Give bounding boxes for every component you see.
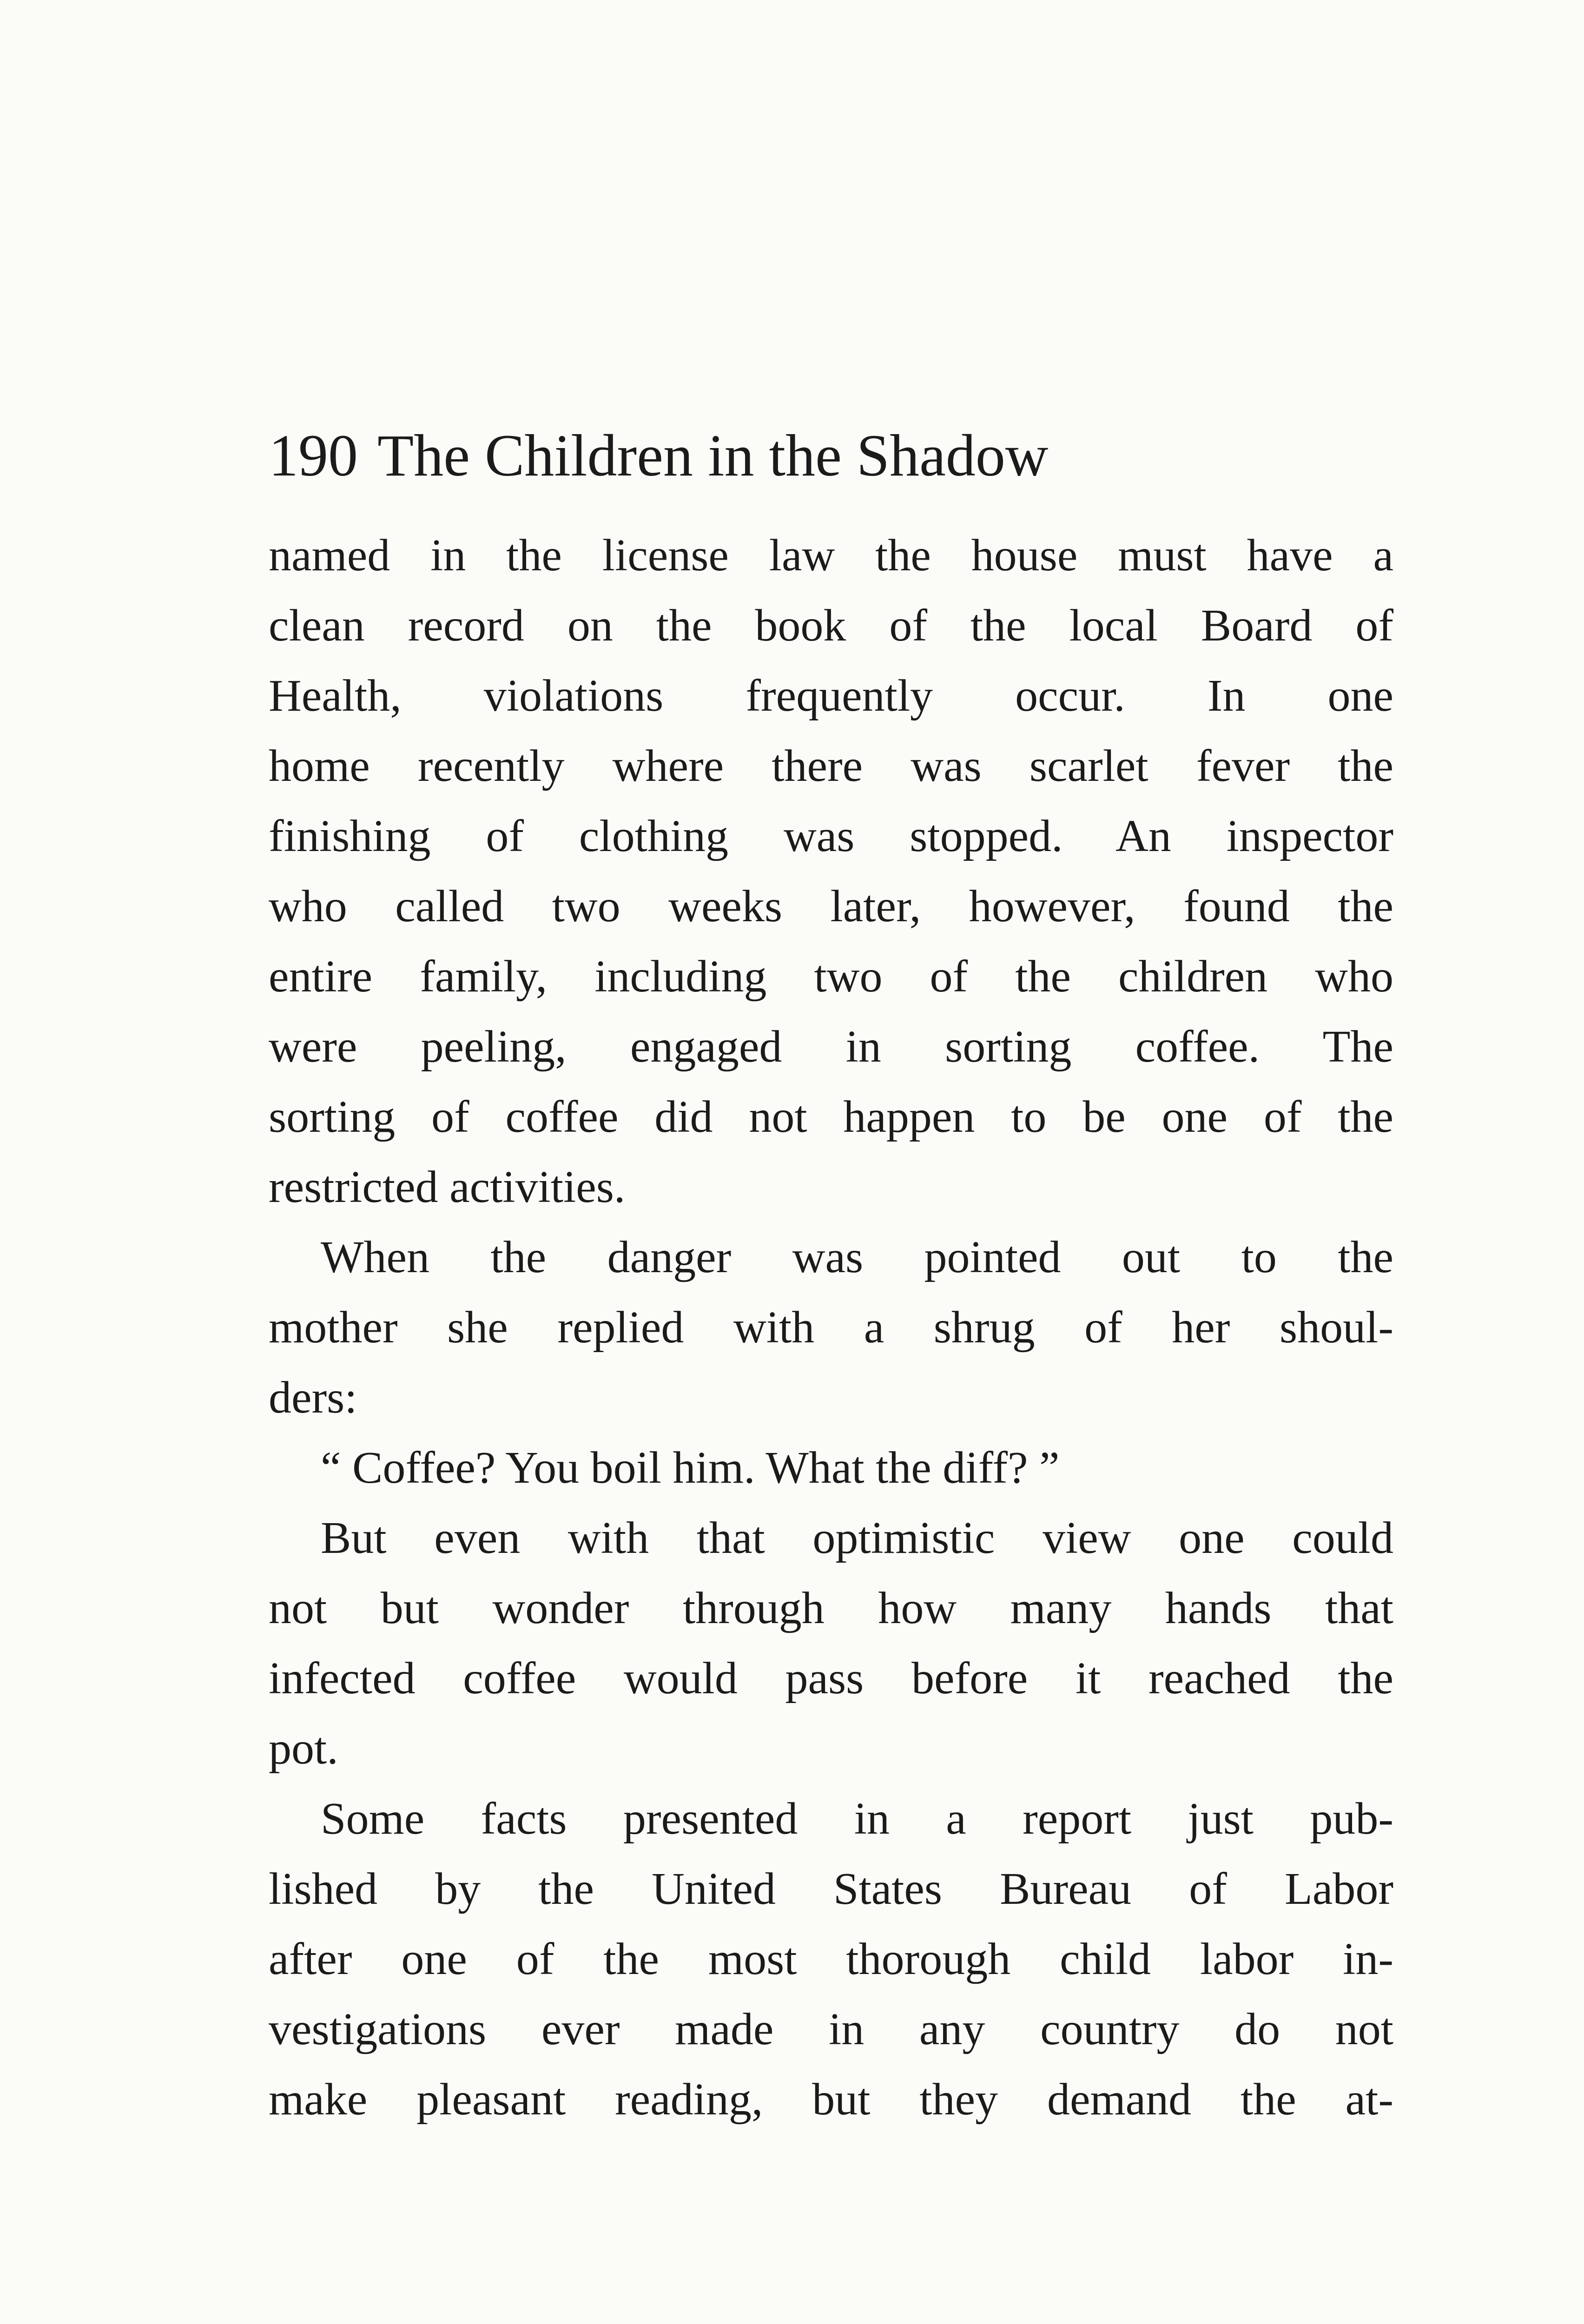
running-title: The Children in the Shadow bbox=[377, 423, 1049, 489]
text-line: after one of the most thorough child labor in- bbox=[269, 1934, 1393, 1984]
text-line: “ Coffee? You boil him. What the diff? ” bbox=[321, 1443, 1060, 1493]
body-text bbox=[269, 521, 1393, 2135]
text-line: entire family, including two of the children who bbox=[269, 951, 1393, 1002]
text-line: sorting of coffee did not happen to be one of the bbox=[269, 1092, 1393, 1142]
text-line: make pleasant reading, but they demand the at- bbox=[269, 2074, 1393, 2125]
text-line: home recently where there was scarlet fever the bbox=[269, 741, 1393, 791]
text-line: restricted activities. bbox=[269, 1162, 626, 1212]
text-line: Some facts presented in a report just pub- bbox=[321, 1794, 1393, 1844]
text-line: were peeling, engaged in sorting coffee. The bbox=[269, 1022, 1393, 1072]
text-line: When the danger was pointed out to the bbox=[321, 1232, 1393, 1282]
text-line: pot. bbox=[269, 1723, 338, 1774]
running-header bbox=[269, 409, 1393, 502]
text-line: Health, violations frequently occur. In one bbox=[269, 671, 1393, 721]
page-number: 190 bbox=[269, 423, 358, 489]
text-line: But even with that optimistic view one could bbox=[321, 1513, 1393, 1563]
text-line: lished by the United States Bureau of Labor bbox=[269, 1864, 1393, 1914]
text-line: finishing of clothing was stopped. An inspector bbox=[269, 811, 1393, 861]
text-line: ders: bbox=[269, 1373, 357, 1423]
text-line: clean record on the book of the local Board of bbox=[269, 601, 1393, 651]
text-line: not but wonder through how many hands that bbox=[269, 1583, 1393, 1633]
text-line: vestigations ever made in any country do not bbox=[269, 2004, 1393, 2054]
text-line: mother she replied with a shrug of her shoul- bbox=[269, 1302, 1393, 1353]
text-line: named in the license law the house must have a bbox=[269, 530, 1393, 581]
text-line: infected coffee would pass before it reached the bbox=[269, 1653, 1393, 1703]
text-line: who called two weeks later, however, found the bbox=[269, 881, 1393, 931]
